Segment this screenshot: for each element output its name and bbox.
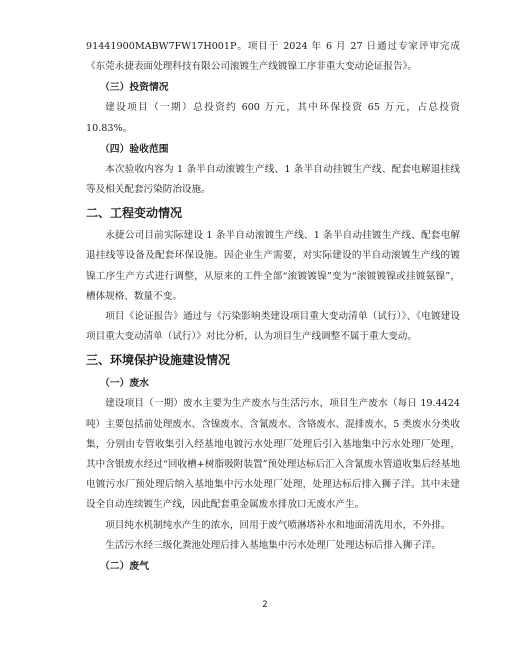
engineering-change-paragraph-2: 项目《论证报告》通过与《污染影响类建设项目重大变动清单（试行）》、《电镀建设项目重大变动清单（试行）》对比分析，认为项目生产线调整不属于重大变动。 (86, 311, 460, 343)
heading-engineering-change: 二、工程变动情况 (86, 206, 183, 221)
heading-acceptance-scope: （四）验收范围 (100, 143, 169, 155)
acceptance-scope-paragraph: 本次验收内容为 1 条半自动滚镀生产线、1 条半自动挂镀生产线、配套电解退挂线等及相关配套污染防治设施。 (86, 163, 460, 196)
heading-wastewater: （一）废水 (100, 378, 149, 390)
heading-waste-gas: （二）废气 (100, 561, 149, 573)
page-number: 2 (262, 600, 268, 610)
wastewater-paragraph-1: 建设项目（一期）废水主要为生产废水与生活污水，项目生产废水（每日 19.4424 吨）主要包括前处理废水、含镍废水、含氰废水、含铬废水、混排废水，5 类废水分类收集，分别由专管收集引入经基地电镀污水处理厂处理后引入基地集中污水处理厂处理，其中含银废水经过“回收槽+树脂吸附装置”预处理达标后汇入含氰废水管道收集后经基地电镀污水厂预处理后纳入基地集中污水处理厂处理，处理达标后排入狮子洋。其中未建设全自动连续镀生产线，因此配套重金属废水排放口无废水产生。 (86, 398, 460, 511)
wastewater-paragraph-3: 生活污水经三级化粪池处理后排入基地集中污水处理厂处理达标后排入狮子洋。 (105, 539, 441, 551)
heading-env-protection: 三、环境保护设施建设情况 (86, 353, 231, 368)
document-body (86, 37, 460, 577)
investment-paragraph: 建设项目（一期）总投资约 600 万元，其中环保投资 65 万元，占总投资 10.83%。 (86, 102, 460, 134)
heading-investment: （三）投资情况 (100, 82, 169, 94)
wastewater-paragraph-2: 项目纯水机制纯水产生的浓水，回用于废气喷淋塔补水和地面清洗用水，不外排。 (105, 519, 451, 531)
engineering-change-paragraph-1: 永捷公司目前实际建设 1 条半自动滚镀生产线、1 条半自动挂镀生产线、配套电解退挂线等设备及配套环保设施。因企业生产需要，对实际建设的半自动滚镀生产线的镀镍工序生产方式进行调整，从原来的工件全部“滚镀镀镍”变为“滚镀镀镍或挂镀氨镍”，槽体规格、数量不变。 (86, 230, 460, 302)
intro-paragraph: 91441900MABW7FW17H001P。项目于 2024 年 6 月 27 日通过专家评审完成《东莞永捷表面处理科技有限公司滚镀生产线镀镍工序非重大变动论证报告》。 (86, 41, 460, 73)
